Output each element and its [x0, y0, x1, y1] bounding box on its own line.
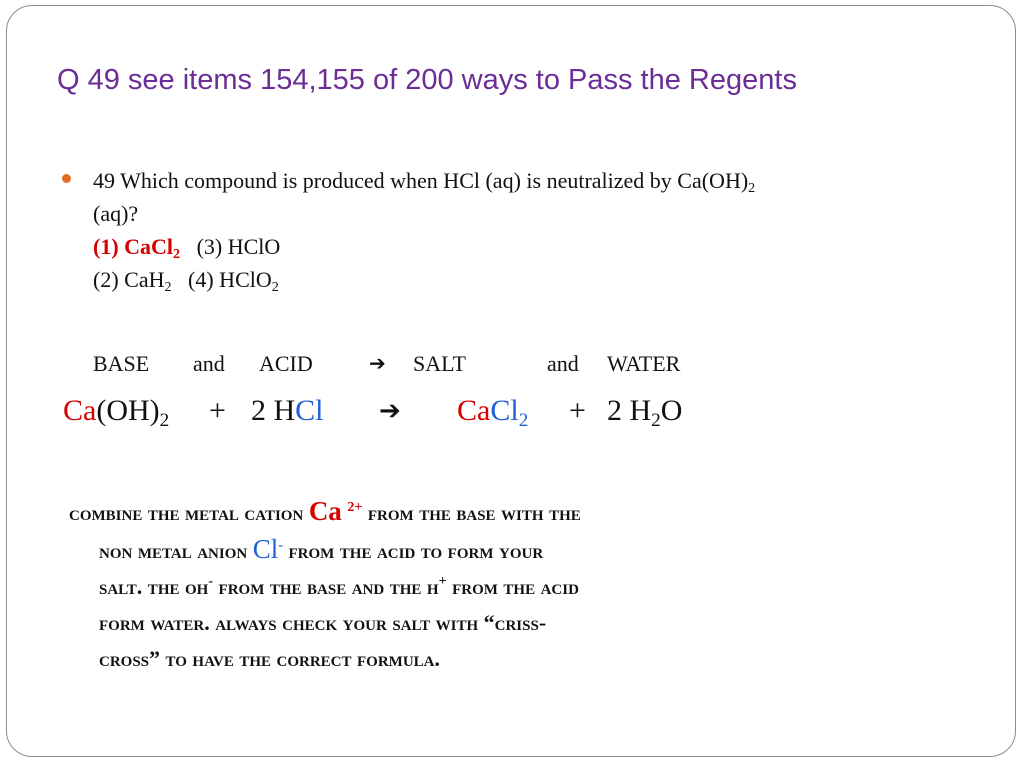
eq-h2-subscript: 2	[651, 409, 661, 431]
choice-4-subscript: 2	[271, 279, 279, 296]
choice-4-text: (4) HClO	[188, 267, 272, 292]
word-water: WATER	[607, 351, 681, 376]
word-base: BASE	[93, 351, 150, 376]
reactant-hcl	[251, 394, 324, 428]
exp-text-3a: salt. the oh	[99, 574, 209, 599]
exp-oh-charge: -	[208, 572, 214, 589]
exp-ca: Ca	[308, 496, 342, 526]
explanation-line-5: cross” to have the correct formula.	[99, 646, 440, 671]
exp-text-3c: from the acid	[446, 574, 579, 599]
choice-2	[93, 267, 172, 296]
choice-3: (3) HClO	[196, 234, 281, 259]
eq-two-h: 2 H	[251, 394, 296, 427]
choice-2-subscript: 2	[164, 279, 172, 296]
explanation-line-3	[69, 569, 989, 605]
reactant-calcium-hydroxide	[63, 394, 170, 431]
choice-4	[188, 267, 279, 296]
exp-text-1b: from the base with the	[362, 500, 581, 525]
explanation-paragraph	[69, 493, 989, 677]
eq-arrow-icon: ➔	[379, 396, 401, 426]
product-water	[607, 394, 683, 431]
word-arrow-icon: ➔	[369, 351, 386, 375]
exp-text-1a: combine the metal cation	[69, 500, 309, 525]
eq-cl-2: Cl	[490, 394, 519, 427]
product-calcium-chloride	[457, 394, 529, 431]
eq-cl-1: Cl	[295, 394, 324, 427]
eq-ca-2: Ca	[457, 394, 491, 427]
choice-1-subscript: 2	[173, 246, 181, 263]
eq-two-h2: 2 H	[607, 394, 652, 427]
word-acid: ACID	[259, 351, 313, 376]
choice-1-answer	[93, 234, 181, 263]
question-line-2: (aq)?	[93, 201, 139, 226]
eq-oxygen: O	[660, 394, 683, 427]
choice-1-text: (1) CaCl	[93, 234, 174, 259]
choices-row-1	[93, 230, 963, 263]
bullet-dot	[62, 174, 71, 183]
exp-h-charge: +	[438, 572, 447, 589]
question-subscript: 2	[748, 180, 756, 197]
explanation-line-4: form water. always check your salt with “criss-	[99, 610, 547, 635]
eq-ca-1: Ca	[63, 394, 97, 427]
choice-2-text: (2) CaH	[93, 267, 165, 292]
word-and-2: and	[547, 351, 579, 376]
exp-text-2b: from the acid to form your	[282, 538, 544, 563]
question-line-1	[93, 164, 963, 197]
exp-ca-charge: 2+	[347, 498, 363, 515]
choices-row-2	[93, 263, 963, 296]
slide-frame	[6, 5, 1016, 757]
question-text: 49 Which compound is produced when HCl (aq) is neutralized by Ca(OH)	[93, 168, 749, 193]
eq-plus-1: +	[209, 394, 226, 427]
exp-cl-charge: -	[278, 536, 283, 553]
explanation-line-1	[69, 493, 989, 531]
eq-oh-subscript: 2	[159, 409, 170, 431]
eq-oh: (OH)	[96, 394, 160, 427]
exp-cl: Cl	[252, 534, 279, 564]
question-block	[93, 164, 963, 296]
slide-title: Q 49 see items 154,155 of 200 ways to Pass the Regents	[57, 64, 797, 96]
explanation-line-2	[69, 531, 989, 569]
word-and-1: and	[193, 351, 225, 376]
eq-cl2-subscript: 2	[518, 409, 529, 431]
word-salt: SALT	[413, 351, 466, 376]
exp-text-2a: non metal anion	[99, 538, 253, 563]
exp-text-3b: from the base and the h	[213, 574, 439, 599]
eq-plus-2: +	[569, 394, 586, 427]
